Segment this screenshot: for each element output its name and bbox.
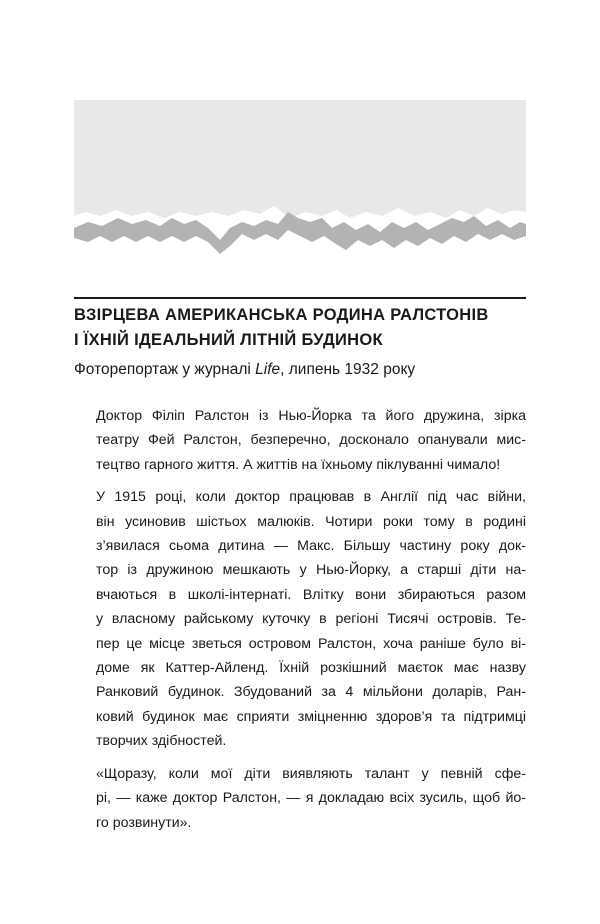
- text-line: з’явилася сьома дитина — Макс. Більшу частину року док-: [96, 538, 526, 555]
- text-line: «Щоразу, коли мої діти виявляють талант у певній сфе-: [96, 765, 526, 782]
- body-text: [74, 404, 526, 843]
- text-line: доме як Каттер-Айленд. Їхній розкішний маєток має назву: [96, 660, 526, 677]
- header-grey-band: [74, 100, 526, 218]
- chapter-subtitle: [74, 358, 534, 382]
- chapter-title-line-2: І ЇХНІЙ ІДЕАЛЬНИЙ ЛІТНІЙ БУДИНОК: [74, 331, 383, 349]
- text-line: пер це місце зветься островом Ралстон, хоча раніше було ві-: [96, 635, 526, 652]
- text-line: Ранковий будинок. Збудований за 4 мільйони доларів, Ран-: [96, 684, 526, 701]
- paragraph: [74, 762, 526, 835]
- text-line: вчаються в школі-інтернаті. Влітку вони збираються разом: [96, 586, 526, 603]
- text-line: він усиновив шістьох малюків. Чотири роки тому в родині: [96, 513, 526, 530]
- title-rule: [74, 297, 526, 299]
- header-dark-ridge: [74, 212, 526, 254]
- text-line: У 1915 році, коли доктор працював в Англії під час війни,: [96, 489, 526, 506]
- text-line: тор із дружиною мешкають у Нью-Йорку, а старші діти на-: [96, 562, 526, 579]
- text-line: Доктор Філіп Ралстон із Нью-Йорка та його дружина, зірка: [96, 408, 526, 424]
- magazine-name: Life: [255, 361, 281, 378]
- text-line: творчих здібностей.: [96, 733, 227, 750]
- header-torn-graphic: [74, 100, 526, 260]
- chapter-title-line-1: ВЗІРЦЕВА АМЕРИКАНСЬКА РОДИНА РАЛСТОНІВ: [74, 306, 489, 324]
- paragraph: [74, 485, 526, 753]
- text-line: у власному райському куточку в регіоні Тисячі островів. Те-: [96, 611, 526, 628]
- text-line: рі, — каже доктор Ралстон, — я докладаю всіх зусиль, щоб йо-: [96, 790, 526, 807]
- chapter-title: [74, 303, 534, 353]
- subtitle-suffix: , липень 1932 року: [280, 361, 416, 378]
- text-line: ковий будинок має сприяти зміцненню здоров’я та підтримці: [96, 708, 526, 725]
- text-line: театру Фей Ралстон, безперечно, досконало опанували мис-: [96, 432, 526, 449]
- text-line: го розвинути».: [96, 814, 192, 831]
- subtitle-prefix: Фоторепортаж у журналі: [74, 361, 256, 378]
- text-line: тецтво гарного життя. А життів на їхньому піклуванні чимало!: [96, 456, 501, 473]
- paragraph: [74, 404, 526, 477]
